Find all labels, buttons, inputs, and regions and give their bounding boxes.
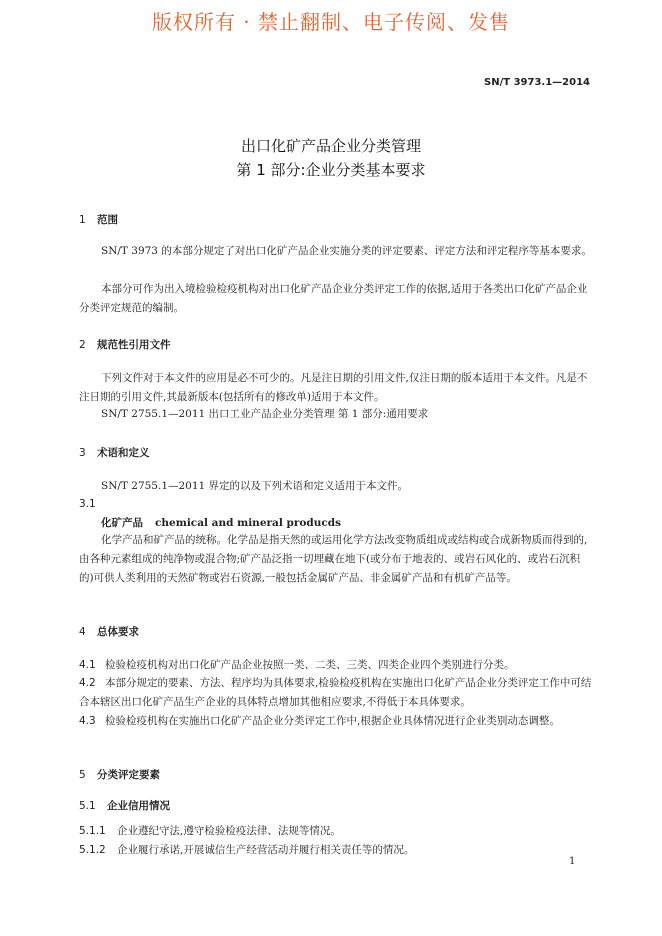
- clause-5-1-1: [79, 822, 594, 841]
- clause-text: 企业履行承诺,开展诚信生产经营活动并履行相关责任等的情况。: [117, 844, 415, 856]
- clause-text: 检验检疫机构对出口化矿产品企业按照一类、二类、三类、四类企业四个类别进行分类。: [105, 659, 515, 671]
- clause-number: 5.1.2: [79, 844, 106, 856]
- section-heading-5: [79, 767, 160, 782]
- section-heading-1: [79, 212, 118, 227]
- section-number: 1: [79, 214, 86, 226]
- section-number: 3: [79, 447, 86, 459]
- section-heading-2: [79, 337, 171, 352]
- clause-4-1: [79, 656, 594, 675]
- term-definition: 化学产品和矿产品的统称。化学品是指天然的或运用化学方法改变物质组成或结构或合成新物质而得到的,由各种元素组成的纯净物或混合物;矿产品泛指一切埋藏在地下(或分布于地表的、或岩石风化的、或岩石沉积的)可供人类利用的天然矿物或岩石资源,一般包括金属矿产品、非金属矿产品和有机矿产品等。: [79, 534, 588, 584]
- section-number: 4: [79, 626, 86, 638]
- section-heading-4: [79, 624, 139, 639]
- section-heading-3: [79, 445, 150, 460]
- subsection-heading-5-1: [79, 798, 170, 813]
- section-number: 5.1: [79, 800, 96, 812]
- clause-4-3: [79, 712, 594, 731]
- page-number: 1: [569, 856, 576, 867]
- document-title: 出口化矿产品企业分类管理: [240, 137, 421, 155]
- watermark: 版权所有 · 禁止翻制、电子传阅、发售: [151, 10, 511, 34]
- section-title: 规范性引用文件: [97, 339, 171, 351]
- term-number: 3.1: [79, 498, 96, 510]
- term-entry: [101, 515, 341, 530]
- clause-number: 4.2: [79, 677, 96, 689]
- section-title: 范围: [97, 214, 118, 226]
- document-subtitle: 第 1 部分:企业分类基本要求: [236, 161, 426, 179]
- paragraph: 本部分可作为出入境检验检疫机构对出口化矿产品企业分类评定工作的依据,适用于各类出口化矿产品企业分类评定规范的编制。: [79, 283, 588, 314]
- clause-number: 4.3: [79, 715, 96, 727]
- section-title: 术语和定义: [97, 447, 150, 459]
- paragraph: SN/T 3973 的本部分规定了对出口化矿产品企业实施分类的评定要素、评定方法和评定程序等基本要求。: [101, 245, 592, 257]
- section-title: 分类评定要素: [97, 769, 160, 781]
- clause-number: 4.1: [79, 659, 96, 671]
- section-title: 企业信用情况: [107, 800, 170, 812]
- term-chinese: 化矿产品: [101, 517, 143, 529]
- section-number: 5: [79, 769, 86, 781]
- clause-4-2: [79, 674, 594, 712]
- section-number: 2: [79, 339, 86, 351]
- clause-text: 检验检疫机构在实施出口化矿产品企业分类评定工作中,根据企业具体情况进行企业类别动态调整。: [105, 715, 560, 727]
- section-title: 总体要求: [97, 626, 139, 638]
- paragraph: SN/T 2755.1—2011 界定的以及下列术语和定义适用于本文件。: [101, 480, 409, 492]
- clause-text: 企业遵纪守法,遵守检验检疫法律、法规等情况。: [117, 825, 341, 837]
- document-number: SN/T 3973.1—2014: [484, 77, 590, 88]
- normative-reference: SN/T 2755.1—2011 出口工业产品企业分类管理 第 1 部分:通用要求: [101, 408, 429, 420]
- paragraph: 下列文件对于本文件的应用是必不可少的。凡是注日期的引用文件,仅注日期的版本适用于本文件。凡是不注日期的引用文件,其最新版本(包括所有的修改单)适用于本文件。: [79, 372, 588, 403]
- clause-5-1-2: [79, 841, 594, 860]
- term-english: chemical and mineral producds: [155, 517, 341, 529]
- clause-text: 本部分规定的要素、方法、程序均为具体要求,检验检疫机构在实施出口化矿产品企业分类评定工作中可结合本辖区出口化矿产品生产企业的具体特点增加其他相应要求,不得低于本具体要求。: [79, 677, 592, 708]
- clause-number: 5.1.1: [79, 825, 106, 837]
